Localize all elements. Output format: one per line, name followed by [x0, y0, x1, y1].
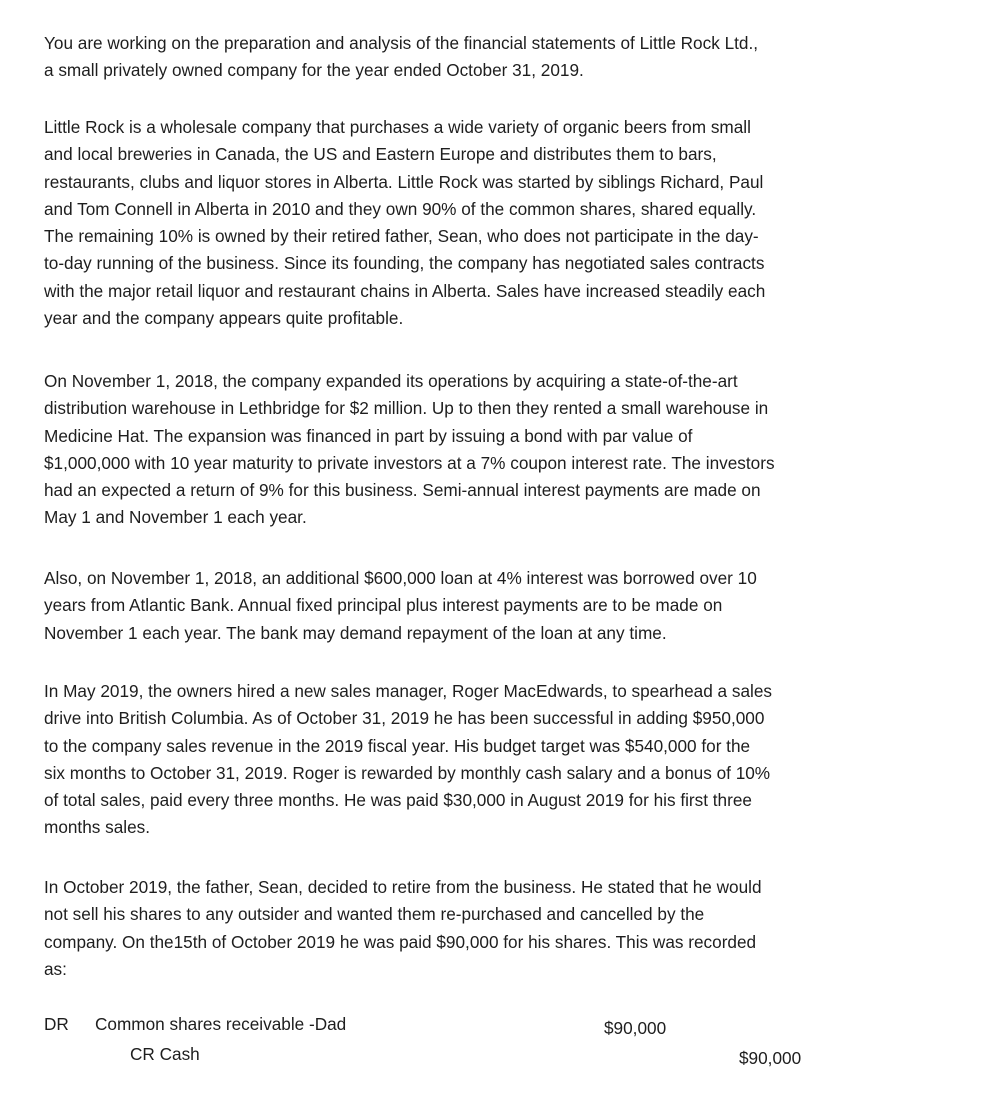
text-line: had an expected a return of 9% for this business. Semi-annual interest payments are made on [44, 480, 761, 501]
text-line: distribution warehouse in Lethbridge for $2 million. Up to then they rented a small warehouse in [44, 398, 769, 419]
text-line: six months to October 31, 2019. Roger is rewarded by monthly cash salary and a bonus of 10% [44, 762, 771, 783]
text-line: The remaining 10% is owned by their retired father, Sean, who does not participate in the day- [44, 226, 759, 247]
text-line: months sales. [44, 817, 151, 838]
text-line: as: [44, 958, 67, 979]
text-line: drive into British Columbia. As of October 31, 2019 he has been successful in adding $950,000 [44, 708, 765, 729]
debit-label: DR [44, 1014, 69, 1034]
text-line: Also, on November 1, 2018, an additional $600,000 loan at 4% interest was borrowed over 10 [44, 568, 757, 588]
text-line: to-day running of the business. Since its founding, the company has negotiated sales contracts [44, 253, 765, 274]
paragraph-share-repurchase [44, 874, 964, 983]
text-line: year and the company appears quite profitable. [44, 308, 404, 329]
paragraph-sales-manager [44, 678, 964, 842]
journal-entry [0, 1014, 990, 1074]
text-line: with the major retail liquor and restaurant chains in Alberta. Sales have increased steadily each [44, 280, 766, 301]
credit-amount: $90,000 [739, 1048, 802, 1068]
text-line: years from Atlantic Bank. Annual fixed principal plus interest payments are to be made on [44, 595, 723, 616]
text-line: In May 2019, the owners hired a new sales manager, Roger MacEdwards, to spearhead a sales [44, 681, 773, 701]
credit-account: CR Cash [130, 1044, 200, 1064]
text-line: and Tom Connell in Alberta in 2010 and they own 90% of the common shares, shared equally. [44, 198, 757, 219]
paragraph-company-background [44, 114, 964, 332]
paragraph-intro [44, 30, 964, 85]
text-line: restaurants, clubs and liquor stores in Alberta. Little Rock was started by siblings Richard, Paul [44, 171, 764, 192]
text-line: company. On the15th of October 2019 he was paid $90,000 for his shares. This was recorded [44, 931, 757, 952]
text-line: to the company sales revenue in the 2019 fiscal year. His budget target was $540,000 for the [44, 735, 751, 756]
text-line: In October 2019, the father, Sean, decided to retire from the business. He stated that he would [44, 877, 762, 897]
text-line: Medicine Hat. The expansion was financed in part by issuing a bond with par value of [44, 425, 693, 446]
debit-amount: $90,000 [604, 1018, 667, 1038]
text-line: November 1 each year. The bank may demand repayment of the loan at any time. [44, 622, 667, 643]
text-line: a small privately owned company for the year ended October 31, 2019. [44, 60, 584, 81]
paragraph-bank-loan [44, 565, 964, 647]
text-line: Little Rock is a wholesale company that purchases a wide variety of organic beers from small [44, 117, 751, 137]
text-line: You are working on the preparation and analysis of the financial statements of Little Rock Ltd., [44, 33, 759, 53]
text-line: $1,000,000 with 10 year maturity to private investors at a 7% coupon interest rate. The investors [44, 452, 775, 473]
paragraph-warehouse-bond [44, 368, 964, 532]
text-line: of total sales, paid every three months. He was paid $30,000 in August 2019 for his first three [44, 790, 752, 811]
text-line: and local breweries in Canada, the US and Eastern Europe and distributes them to bars, [44, 144, 717, 165]
text-line: May 1 and November 1 each year. [44, 507, 307, 528]
text-line: not sell his shares to any outsider and wanted them re-purchased and cancelled by the [44, 904, 705, 925]
debit-account: Common shares receivable -Dad [95, 1014, 347, 1034]
text-line: On November 1, 2018, the company expanded its operations by acquiring a state-of-the-art [44, 371, 738, 391]
